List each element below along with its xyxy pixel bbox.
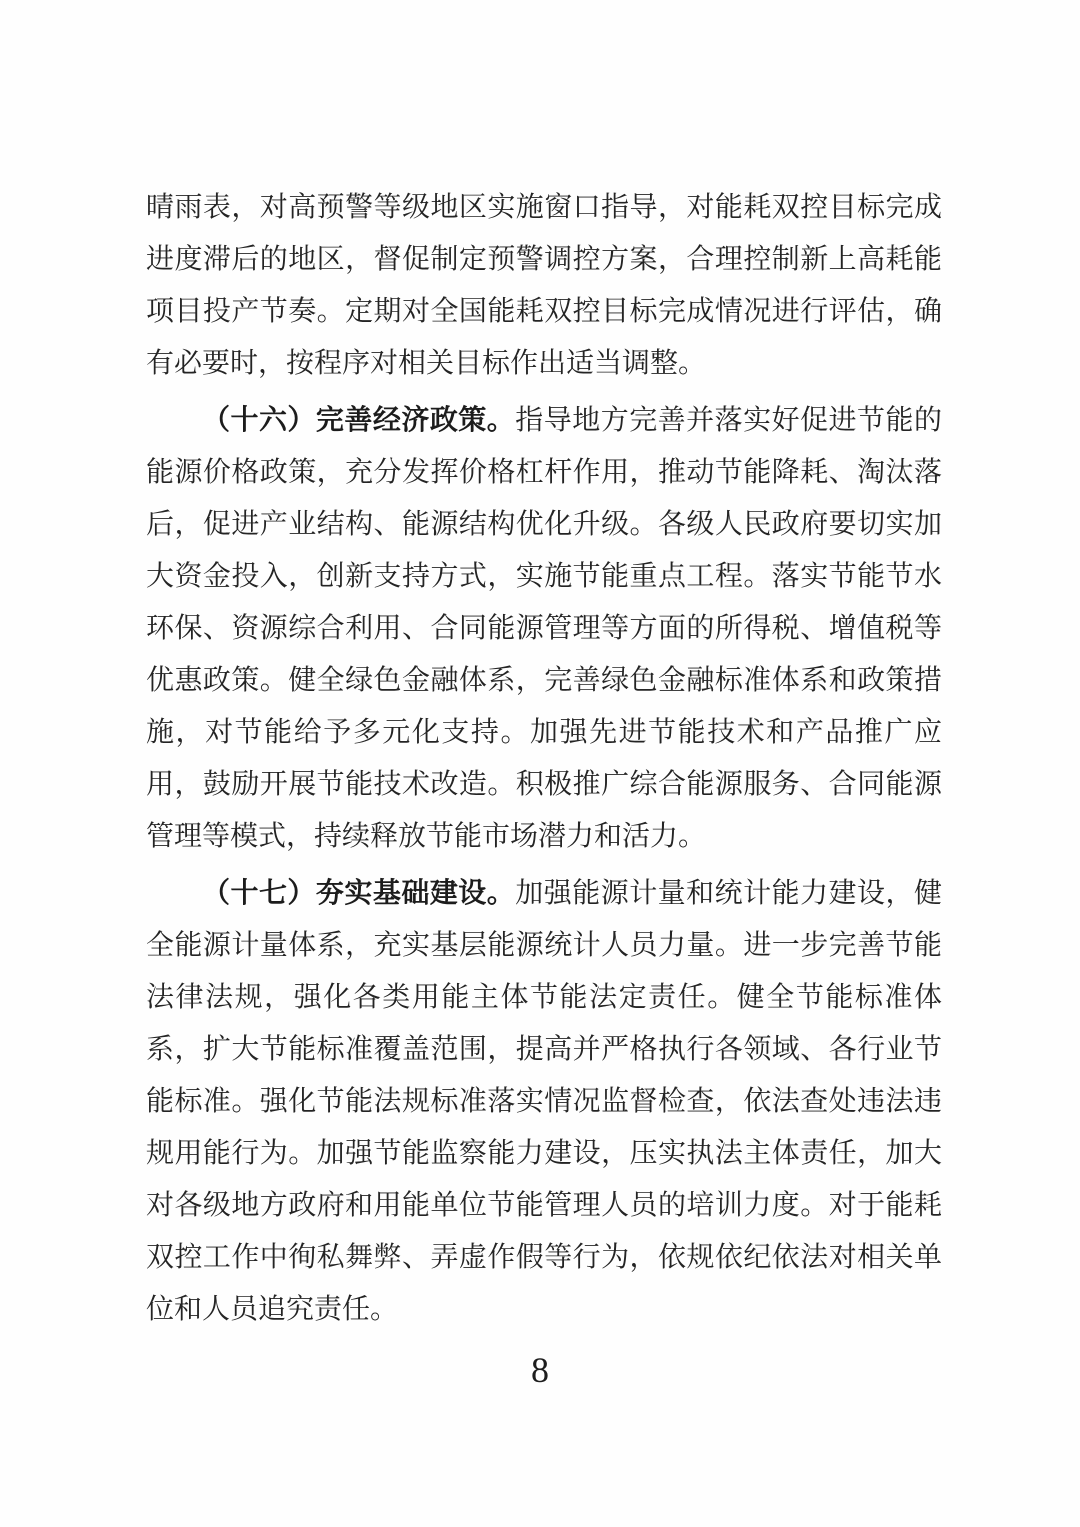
paragraph-text: 晴雨表，对高预警等级地区实施窗口指导，对能耗双控目标完成进度滞后的地区，督促制定预警调控方案，合理控制新上高耗能项目投产节奏。定期对全国能耗双控目标完成情况进行评估，确有必要时，按程序对相关目标作出适当调整。: [146, 192, 942, 379]
page-number: 8: [531, 1350, 549, 1390]
section-heading-16: （十六）完善经济政策。: [202, 405, 516, 436]
paragraph-text: 指导地方完善并落实好促进节能的能源价格政策，充分发挥价格杠杆作用，推动节能降耗、淘汰落后，促进产业结构、能源结构优化升级。各级人民政府要切实加大资金投入，创新支持方式，实施节能重点工程。落实节能节水环保、资源综合利用、合同能源管理等方面的所得税、增值税等优惠政策。健全绿色金融体系，完善绿色金融标准体系和政策措施，对节能给予多元化支持。加强先进节能技术和产品推广应用，鼓励开展节能技术改造。积极推广综合能源服务、合同能源管理等模式，持续释放节能市场潜力和活力。: [146, 405, 942, 852]
paragraph-text: 加强能源计量和统计能力建设，健全能源计量体系，充实基层能源统计人员力量。进一步完善节能法律法规，强化各类用能主体节能法定责任。健全节能标准体系，扩大节能标准覆盖范围，提高并严格执行各领域、各行业节能标准。强化节能法规标准落实情况监督检查，依法查处违法违规用能行为。加强节能监察能力建设，压实执法主体责任，加大对各级地方政府和用能单位节能管理人员的培训力度。对于能耗双控工作中徇私舞弊、弄虚作假等行为，依规依纪依法对相关单位和人员追究责任。: [146, 878, 942, 1325]
paragraph-continuation: [146, 182, 942, 390]
section-heading-17: （十七）夯实基础建设。: [202, 878, 516, 909]
paragraph-item-16: [146, 395, 942, 863]
paragraph-item-17: [146, 868, 942, 1336]
document-body: [146, 182, 942, 1341]
page-footer: [0, 1348, 1080, 1392]
